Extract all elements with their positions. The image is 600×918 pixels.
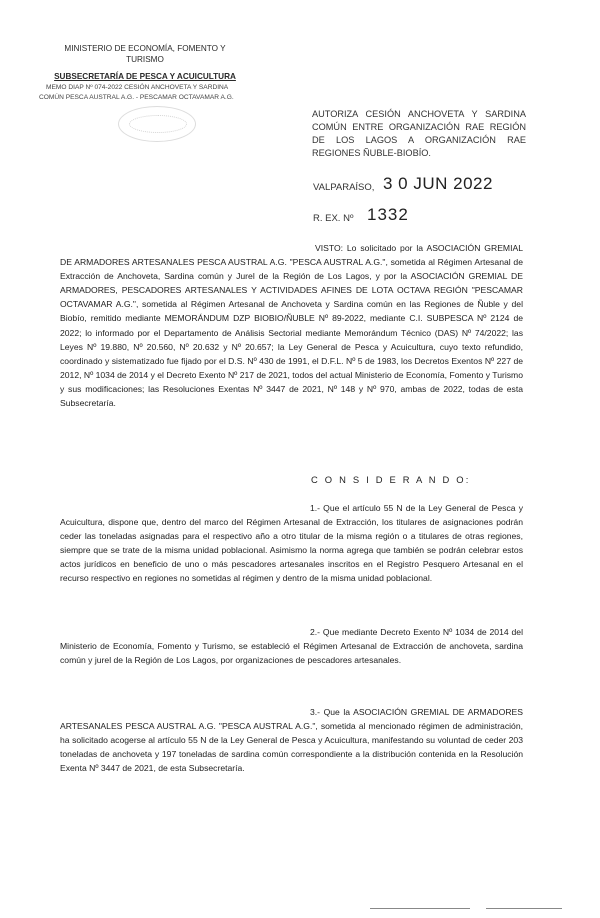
considerando-item-2 [60,625,523,667]
ministry-name: MINISTERIO DE ECONOMÍA, FOMENTO Y TURISMO [64,44,226,64]
faded-seal-stamp [118,106,196,142]
place-label: VALPARAÍSO, [313,182,375,193]
footer-rule-left [370,908,470,909]
subsecretaria-name: SUBSECRETARÍA DE PESCA Y ACUICULTURA [54,72,236,81]
visto-paragraph [60,241,523,410]
considerando-text-1: 1.- Que el artículo 55 N de la Ley General de Pesca y Acuicultura, dispone que, dentro del marco del Régimen Artesanal de Extracción, los titulares de asignaciones podrán ceder las toneladas asignadas para el respectivo año a otro titular de la misma región o a titulares de otras regiones, siempre que se trate de la misma unidad poblacional. Asimismo la norma agrega que también se podrán celebrar estos actos jurídicos en beneficio de uno o más pescadores artesanales inscritos en el Registro Pesquero Artesanal en el recurso respectivo en regiones no sometidas al régimen y dentro de la misma unidad poblacional. [60,503,523,584]
considerando-item-3 [60,705,523,775]
resolution-title: AUTORIZA CESIÓN ANCHOVETA Y SARDINA COMÚN ENTRE ORGANIZACIÓN RAE REGIÓN DE LOS LAGOS A ORGANIZACIÓN RAE REGIONES ÑUBLE-BIOBÍO. [312,109,526,158]
considerando-item-1 [60,501,523,586]
considerando-text-3: 3.- Que la ASOCIACIÓN GREMIAL DE ARMADORES ARTESANALES PESCA AUSTRAL A.G. "PESCA AUSTRAL A.G.", sometida al mencionado régimen de administración, ha solicitado acogerse al artículo 55 N de la Ley General de Pesca y Acuicultura, manifestando su voluntad de ceder 203 toneladas de anchoveta y 197 toneladas de sardina común correspondiente a la distribución contenida en la Resolución Exenta Nº 3447 de 2021, de esta Subsecretaría. [60,707,523,774]
considerando-text-2: 2.- Que mediante Decreto Exento Nº 1034 de 2014 del Ministerio de Economía, Fomento y Turismo, se estableció el Régimen Artesanal de Extracción de anchoveta, sardina común y jurel de la Región de Los Lagos, por organizaciones de pescadores artesanales. [60,627,523,666]
resolution-number: 1332 [367,205,409,224]
visto-text: VISTO: Lo solicitado por la ASOCIACIÓN GREMIAL DE ARMADORES ARTESANALES PESCA AUSTRAL A.G. "PESCA AUSTRAL A.G.", sometida al Régimen Artesanal de Extracción de Anchoveta, Sardina común y Jurel de la Región de Los Lagos, y por la ASOCIACIÓN GREMIAL DE ARMADORES, PESCADORES ARTESANALES Y ACTIVIDADES AFINES DE LOTA OCTAVA REGIÓN "PESCAMAR OCTAVAMAR A.G.", sometida al Régimen Artesanal de Anchoveta y Sardina común en las Regiones de Ñuble y del Biobío, remitido mediante MEMORÁNDUM DZP BIOBIO/ÑUBLE Nº 89-2022, mediante C.I. SUBPESCA Nº 2124 de 2022; lo informado por el Departamento de Análisis Sectorial mediante Memorándum Técnico (DAS) Nº 74/2022; las Leyes Nº 19.880, Nº 20.560, Nº 20.632 y Nº 20.657; la Ley General de Pesca y Acuicultura, cuyo texto refundido, coordinado y sistematizado fue fijado por el D.S. Nº 430 de 1991, el D.F.L. Nº 5 de 1983, los Decretos Exentos Nº 227 de 2012, Nº 1034 de 2014 y el Decreto Exento Nº 217 de 2021, todos del actual Ministerio de Economía, Fomento y Turismo y sus modificaciones; las Resoluciones Exentas Nº 3447 de 2021, Nº 148 y Nº 970, ambas de 2022, todas de esta Subsecretaría. [60,243,523,409]
resolution-number-label: R. EX. Nº [313,213,354,224]
considerando-heading: C O N S I D E R A N D O: [311,474,471,485]
memo-reference-line-2: COMÚN PESCA AUSTRAL A.G. - PESCAMAR OCTAVAMAR A.G. [39,94,234,101]
stamped-date: 3 0 JUN 2022 [383,174,493,193]
memo-reference-line-1: MEMO DIAP Nº 074-2022 CESIÓN ANCHOVETA Y SARDINA [46,84,229,91]
footer-rule-right [486,908,562,909]
